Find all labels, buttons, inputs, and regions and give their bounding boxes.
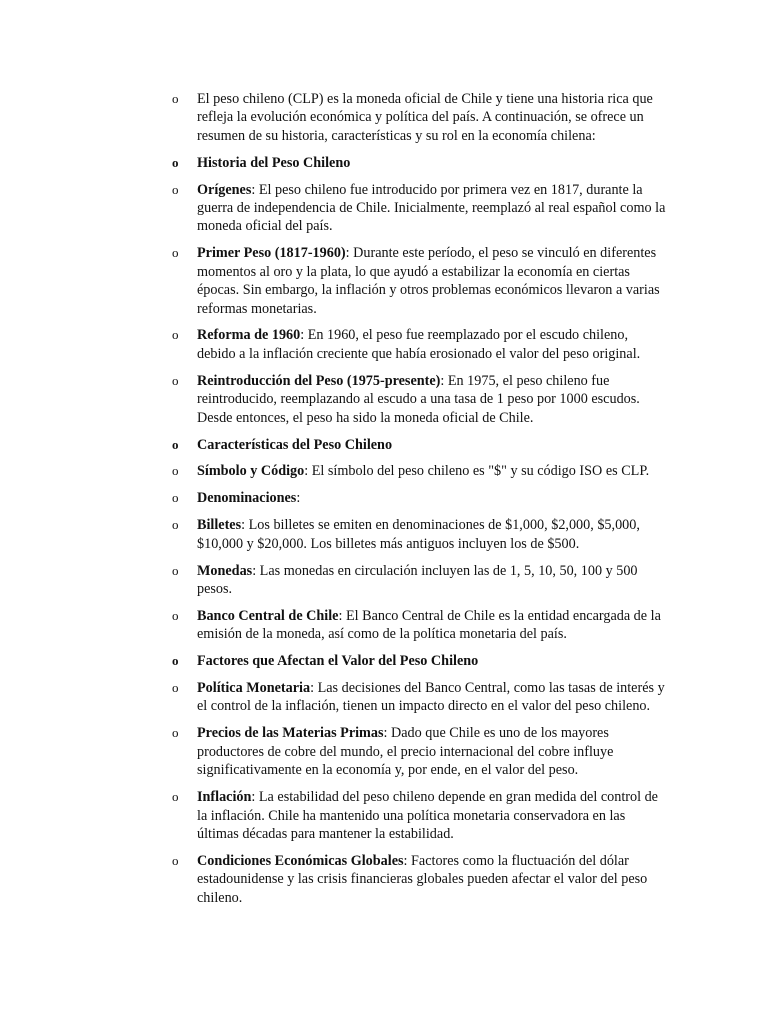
heading-text: Factores que Afectan el Valor del Peso Chileno — [197, 653, 479, 670]
bullet-icon: o — [172, 154, 179, 170]
item-text: : El Banco Central de Chile es la entidad encargada de la emisión de la moneda, así como de la política monetaria del país. — [197, 607, 661, 643]
section-heading-factores — [0, 652, 768, 670]
list-item-banco-central — [0, 607, 768, 644]
item-text: : Los billetes se emiten en denominaciones de $1,000, $2,000, $5,000, $10,000 y $20,000. Los billetes más antiguos incluyen los de $500. — [197, 517, 640, 552]
item-text: : Durante este período, el peso se vinculó en diferentes momentos al oro y la plata, lo que ayudó a estabilizar la economía en ciertas épocas. Sin embargo, la inflación y otros problemas económicos llevaron a varias reformas monetarias. — [197, 245, 660, 317]
bullet-icon: o — [172, 725, 179, 741]
item-term: Inflación — [197, 789, 252, 806]
item-text: : Las decisiones del Banco Central, como las tasas de interés y el control de la inflación, tienen un impacto directo en el valor del peso chileno. — [197, 680, 665, 715]
list-item-reforma-1960 — [0, 326, 768, 363]
bullet-icon: o — [172, 517, 179, 533]
item-text: : En 1975, el peso chileno fue reintroducido, reemplazando al escudo a una tasa de 1 peso por 1000 escudos. Desde entonces, el peso ha sido la moneda oficial de Chile. — [197, 372, 640, 426]
bullet-icon: o — [172, 562, 179, 578]
item-term: Denominaciones — [197, 490, 297, 507]
list-item-origenes — [0, 181, 768, 236]
item-term: Símbolo y Código — [197, 463, 305, 480]
list-item-intro — [0, 90, 768, 145]
list-item-simbolo — [0, 462, 768, 480]
list-item-primer-peso — [0, 244, 768, 318]
bullet-icon: o — [172, 789, 179, 805]
bullet-icon: o — [172, 490, 179, 506]
item-text: : Factores como la fluctuación del dólar estadounidense y las crisis financieras globales pueden afectar el valor del peso chileno. — [197, 852, 648, 906]
list-item-reintroduccion — [0, 372, 768, 427]
list-item-politica-monetaria — [0, 679, 768, 716]
bullet-icon: o — [172, 327, 179, 343]
bullet-icon: o — [172, 181, 179, 197]
item-text: : Dado que Chile es uno de los mayores productores de cobre del mundo, el precio internacional del cobre influye significativamente en la economía y, por ende, en el valor del peso. — [197, 725, 614, 779]
item-term: Reforma de 1960 — [197, 327, 301, 344]
item-text: El peso chileno (CLP) es la moneda oficial de Chile y tiene una historia rica que refleja la evolución económica y política del país. A continuación, se ofrece un resumen de su historia, características y su rol en la economía chilena: — [197, 91, 653, 144]
item-term: Precios de las Materias Primas — [197, 725, 384, 742]
list-item-condiciones-globales — [0, 852, 768, 907]
bullet-icon: o — [172, 245, 179, 261]
bullet-icon: o — [172, 607, 179, 623]
bullet-icon: o — [172, 852, 179, 868]
item-text: : En 1960, el peso fue reemplazado por el escudo chileno, debido a la inflación creciente que había erosionado el valor del peso original. — [197, 327, 641, 362]
bullet-list — [0, 90, 768, 907]
item-text: : La estabilidad del peso chileno depende en gran medida del control de la inflación. Chile ha mantenido una política monetaria conservadora en las últimas décadas para mantener la estabilidad. — [197, 789, 658, 842]
item-text: : El peso chileno fue introducido por primera vez en 1817, durante la guerra de independencia de Chile. Inicialmente, reemplazó al real español como la moneda oficial del país. — [197, 181, 666, 235]
bullet-icon: o — [172, 91, 179, 106]
heading-text: Historia del Peso Chileno — [197, 154, 351, 171]
list-item-inflacion — [0, 788, 768, 843]
section-heading-caracteristicas — [0, 436, 768, 454]
list-item-monedas — [0, 562, 768, 599]
bullet-icon: o — [172, 653, 179, 669]
item-term: Política Monetaria — [197, 680, 311, 697]
heading-text: Características del Peso Chileno — [197, 436, 393, 453]
item-term: Orígenes — [197, 181, 252, 198]
bullet-icon: o — [172, 372, 179, 388]
bullet-icon: o — [172, 680, 179, 696]
item-term: Primer Peso (1817-1960) — [197, 245, 346, 262]
section-heading-historia — [0, 154, 768, 172]
item-text: : El símbolo del peso chileno es "$" y su código ISO es CLP. — [304, 463, 650, 480]
bullet-icon: o — [172, 436, 179, 452]
item-term: Monedas — [197, 562, 253, 579]
item-term: Billetes — [197, 517, 242, 534]
item-text: : Las monedas en circulación incluyen las de 1, 5, 10, 50, 100 y 500 pesos. — [197, 562, 638, 597]
item-text: : — [296, 490, 301, 507]
list-item-materias-primas — [0, 724, 768, 779]
document-page — [0, 90, 768, 916]
item-term: Reintroducción del Peso (1975-presente) — [197, 372, 441, 389]
bullet-icon: o — [172, 463, 179, 479]
item-term: Banco Central de Chile — [197, 607, 339, 624]
item-term: Condiciones Económicas Globales — [197, 852, 404, 869]
list-item-billetes — [0, 516, 768, 553]
list-item-denominaciones — [0, 489, 768, 507]
